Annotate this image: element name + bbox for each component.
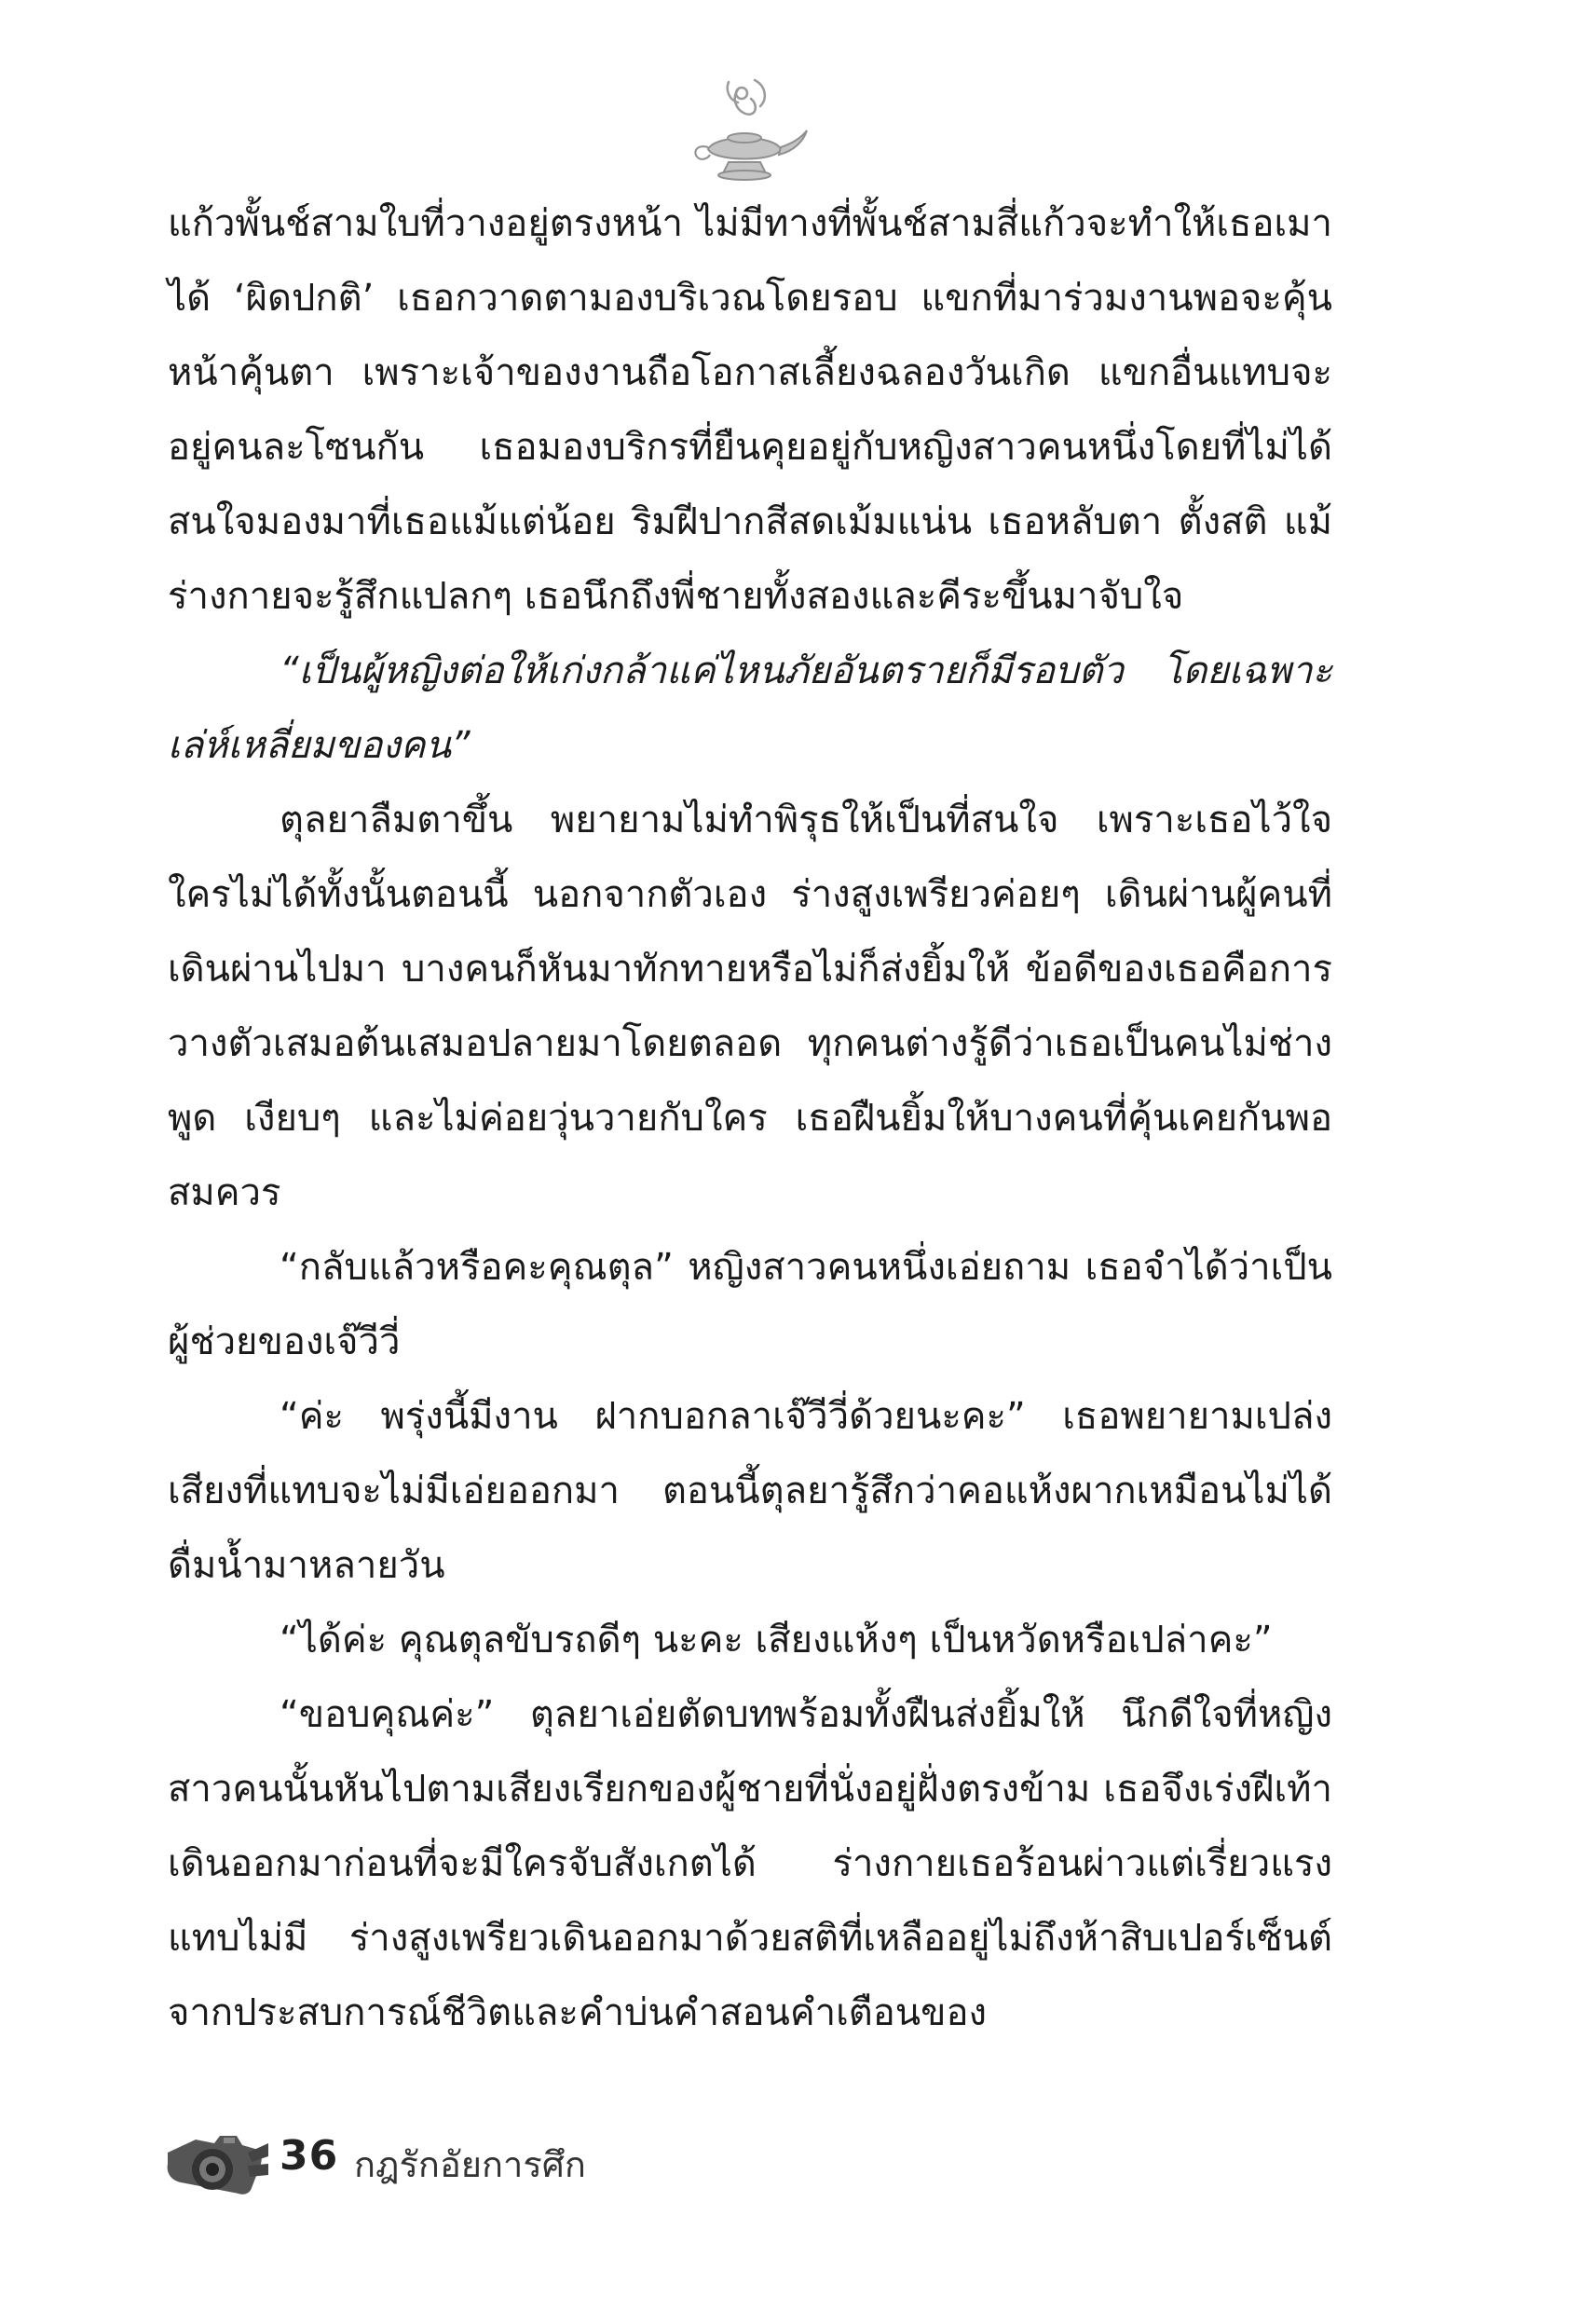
genie-lamp-icon xyxy=(680,73,811,194)
page-footer xyxy=(158,2115,811,2218)
paragraph-2-quote: “เป็นผู้หญิงต่อให้เก่งกล้าแค่ไหนภัยอันตรายก็มีรอบตัว โดยเฉพาะเล่ห์เหลี่ยมของคน” xyxy=(168,650,1332,767)
page-number: 36 xyxy=(280,2132,339,2180)
paragraph-1: แก้วพั้นช์สามใบที่วางอยู่ตรงหน้า ไม่มีทางที่พั้นช์สามสี่แก้วจะทำให้เธอเมาได้ ‘ผิดปกติ’ เธอกวาดตามองบริเวณโดยรอบ แขกที่มาร่วมงานพอจะคุ้นหน้าคุ้นตา เพราะเจ้าของงานถือโอกาสเลี้ยงฉลองวันเกิด แขกอื่นแทบจะอยู่คนละโซนกัน เธอมองบริกรที่ยืนคุยอยู่กับหญิงสาวคนหนึ่งโดยที่ไม่ได้สนใจมองมาที่เธอแม้แต่น้อย ริมฝีปากสีสดเม้มแน่น เธอหลับตา ตั้งสติ แม้ร่างกายจะรู้สึกแปลกๆ เธอนึกถึงพี่ชายทั้งสองและคีระขึ้นมาจับใจ xyxy=(168,202,1332,618)
camera-icon xyxy=(158,2115,270,2208)
paragraph-4-dialogue: “กลับแล้วหรือคะคุณตุล” หญิงสาวคนหนึ่งเอ่ยถาม เธอจำได้ว่าเป็นผู้ช่วยของเจ๊วีวี่ xyxy=(168,1246,1332,1363)
paragraph-6-dialogue: “ได้ค่ะ คุณตุลขับรถดีๆ นะคะ เสียงแห้งๆ เป็นหวัดหรือเปล่าคะ” xyxy=(280,1619,1273,1661)
body-text xyxy=(168,186,1332,2050)
paragraph-3: ตุลยาลืมตาขึ้น พยายามไม่ทำพิรุธให้เป็นที่สนใจ เพราะเธอไว้ใจใครไม่ได้ทั้งนั้นตอนนี้ นอกจากตัวเอง ร่างสูงเพรียวค่อยๆ เดินผ่านผู้คนที่เดินผ่านไปมา บางคนก็หันมาทักทายหรือไม่ก็ส่งยิ้มให้ ข้อดีของเธอคือการวางตัวเสมอต้นเสมอปลายมาโดยตลอด ทุกคนต่างรู้ดีว่าเธอเป็นคนไม่ช่างพูด เงียบๆ และไม่ค่อยวุ่นวายกับใคร เธอฝืนยิ้มให้บางคนที่คุ้นเคยกันพอสมควร xyxy=(168,799,1332,1214)
paragraph-7: “ขอบคุณค่ะ” ตุลยาเอ่ยตัดบทพร้อมทั้งฝืนส่งยิ้มให้ นึกดีใจที่หญิงสาวคนนั้นหันไปตามเสียงเรียกของผู้ชายที่นั่งอยู่ฝั่งตรงข้าม เธอจึงเร่งฝีเท้าเดินออกมาก่อนที่จะมีใครจับสังเกตได้ ร่างกายเธอร้อนผ่าวแต่เรี่ยวแรงแทบไม่มี ร่างสูงเพรียวเดินออกมาด้วยสติที่เหลืออยู่ไม่ถึงห้าสิบเปอร์เซ็นต์ จากประสบการณ์ชีวิตและคำบ่นคำสอนคำเตือนของ xyxy=(168,1693,1332,2034)
book-title: กฎรักอัยการศึก xyxy=(354,2144,586,2185)
paragraph-5-dialogue: “ค่ะ พรุ่งนี้มีงาน ฝากบอกลาเจ๊วีวี่ด้วยนะคะ” เธอพยายามเปล่งเสียงที่แทบจะไม่มีเอ่ยออกมา ตอนนี้ตุลยารู้สึกว่าคอแห้งผากเหมือนไม่ได้ดื่มน้ำมาหลายวัน xyxy=(168,1395,1332,1587)
